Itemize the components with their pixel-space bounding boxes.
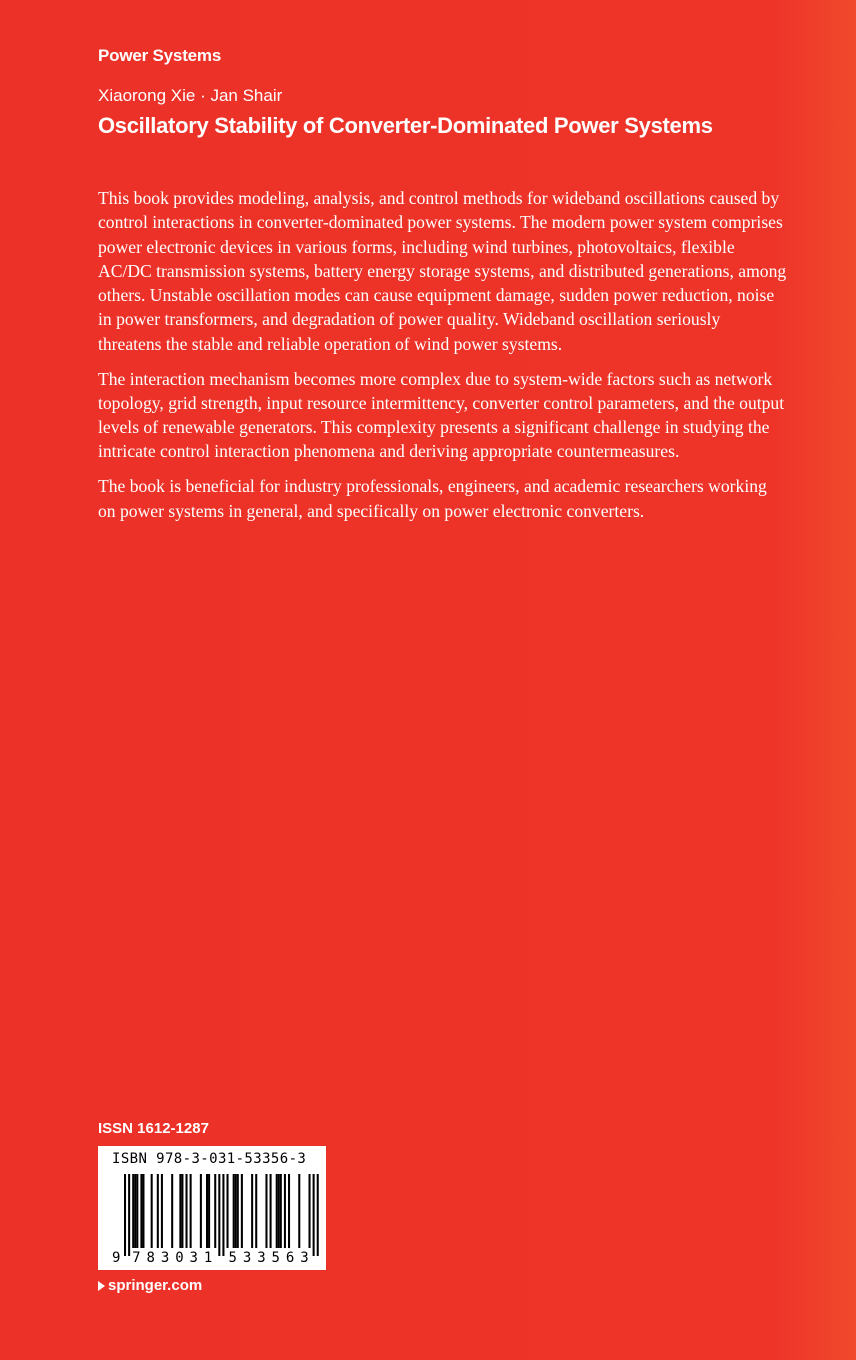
barcode-bar (140, 1174, 142, 1248)
publisher-link[interactable] (98, 1277, 202, 1294)
authors: Xiaorong Xie · Jan Shair (98, 86, 283, 105)
barcode-bar (151, 1174, 153, 1248)
play-arrow-icon (98, 1281, 105, 1291)
barcode-bars (98, 1146, 326, 1270)
barcode-bar (237, 1174, 239, 1248)
barcode-bar (179, 1174, 181, 1248)
barcode-bar (265, 1174, 267, 1248)
barcode-bar (227, 1174, 229, 1248)
barcode-bar (233, 1174, 235, 1248)
publisher-url: springer.com (108, 1277, 203, 1294)
barcode-bar (222, 1174, 224, 1256)
blurb-text (98, 186, 788, 533)
barcode-bar (313, 1174, 315, 1256)
issn: ISSN 1612-1287 (98, 1120, 209, 1137)
barcode-digit: 3 (189, 1250, 198, 1266)
barcode-digit: 1 (203, 1250, 213, 1266)
blurb-paragraph: This book provides modeling, analysis, and control methods for wideband oscillations caused by control interactions in converter-dominated power systems. The modern power system comprises power electronic devices in various forms, including wind turbines, photovoltaics, flexible AC/DC transmission systems, battery energy storage systems, and distributed generations, among others. Unstable oscillation modes can cause equipment damage, sudden power reduction, noise in power transformers, and degradation of power quality. Wideband oscillation seriously threatens the stable and reliable operation of wind power systems. (98, 188, 787, 354)
barcode-digit: 3 (242, 1250, 252, 1266)
series-name: Power Systems (98, 46, 222, 65)
barcode-digit: 8 (146, 1250, 155, 1266)
barcode-bar (128, 1174, 130, 1256)
barcode-bar (284, 1174, 286, 1248)
barcode-bar (280, 1174, 282, 1248)
barcode-digit: 3 (160, 1250, 170, 1266)
barcode-bar (278, 1174, 280, 1248)
barcode-digit: 0 (175, 1250, 184, 1266)
blurb-paragraph: The interaction mechanism becomes more complex due to system-wide factors such as network topology, grid strength, input resource intermittency, converter control parameters, and the output levels of renewable generators. This complexity presents a significant challenge in studying the intricate control interaction phenomena and deriving appropriate countermeasures. (98, 368, 785, 462)
barcode-bar (288, 1174, 290, 1248)
barcode-digit: 3 (257, 1250, 266, 1266)
barcode-bar (270, 1174, 272, 1248)
barcode-bar (255, 1174, 257, 1248)
book-title: Oscillatory Stability of Converter-Dominated Power Systems (98, 113, 713, 138)
barcode-bar (134, 1174, 136, 1248)
barcode-bar (309, 1174, 311, 1248)
barcode-bar (181, 1174, 183, 1248)
barcode-bar (317, 1174, 319, 1256)
barcode-digit: 3 (300, 1250, 309, 1266)
barcode-bar (132, 1174, 134, 1248)
barcode-bar (298, 1174, 300, 1248)
barcode-digit: 5 (271, 1250, 280, 1266)
barcode-digit: 9 (112, 1250, 121, 1266)
barcode-bar (124, 1174, 126, 1256)
barcode-bar (200, 1174, 202, 1248)
barcode-bar (251, 1174, 253, 1248)
barcode-bar (206, 1174, 208, 1248)
barcode-digit: 7 (132, 1250, 141, 1266)
barcode-bar (208, 1174, 210, 1248)
barcode-bar (157, 1174, 159, 1248)
barcode-bar (142, 1174, 144, 1248)
barcode-bar (241, 1174, 243, 1248)
barcode (98, 1146, 326, 1270)
barcode-bar (190, 1174, 192, 1248)
barcode-bar (214, 1174, 216, 1248)
barcode-bar (171, 1174, 173, 1248)
barcode-bar (235, 1174, 237, 1248)
blurb-paragraph: The book is beneficial for industry professionals, engineers, and academic researchers working on power systems in general, and specifically on power electronic converters. (98, 476, 767, 521)
barcode-bar (218, 1174, 220, 1256)
barcode-bar (161, 1174, 163, 1248)
barcode-bar (276, 1174, 278, 1248)
barcode-bar (136, 1174, 138, 1248)
barcode-digit: 6 (285, 1250, 295, 1266)
isbn-label: ISBN 978-3-031-53356-3 (112, 1151, 307, 1167)
barcode-digit: 5 (228, 1250, 237, 1266)
barcode-bar (186, 1174, 188, 1248)
